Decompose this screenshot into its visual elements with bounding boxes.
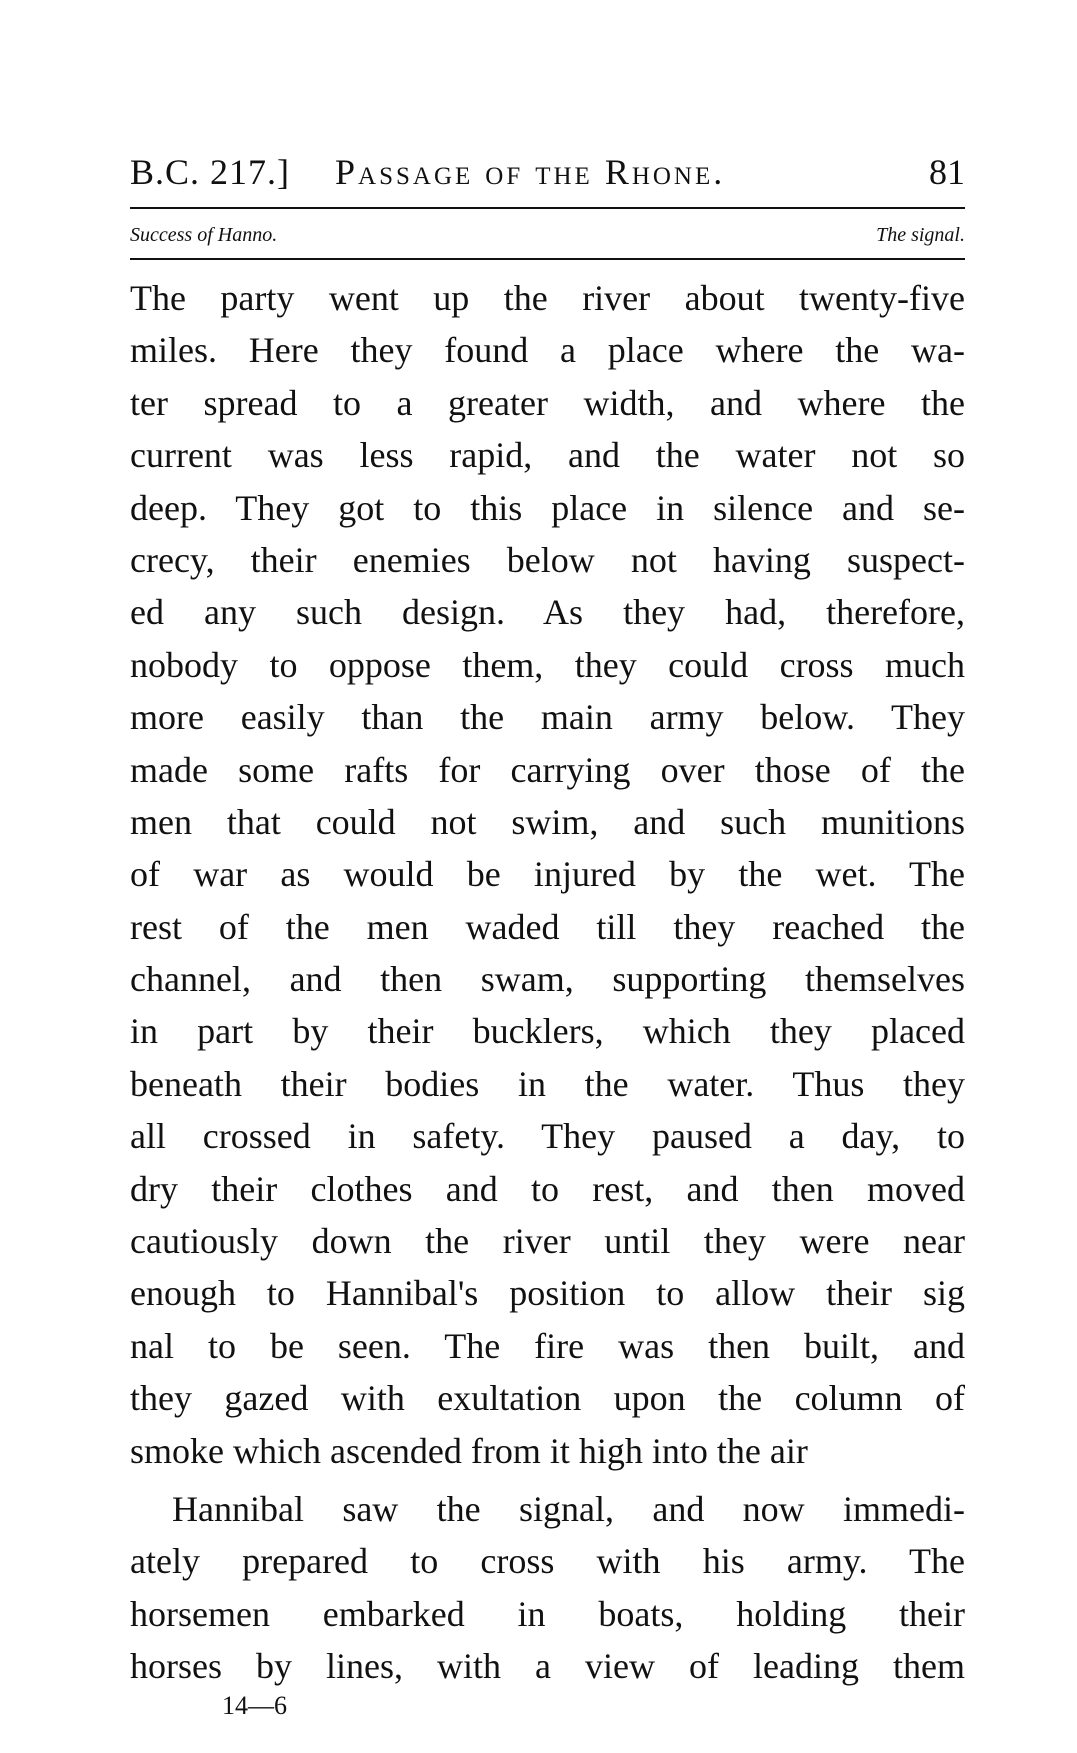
text-line: of war as would be injured by the wet. The xyxy=(130,854,965,895)
text-line: deep. They got to this place in silence and se- xyxy=(130,487,965,528)
text-line: ed any such design. As they had, therefore, xyxy=(130,592,965,633)
text-line: horses by lines, with a view of leading them xyxy=(130,1646,965,1687)
text-line: The party went up the river about twenty-five xyxy=(130,278,965,318)
paragraph-1 xyxy=(130,272,965,1477)
text-line: ter spread to a greater width, and where the xyxy=(130,382,965,423)
text-line: made some rafts for carrying over those of the xyxy=(130,749,965,790)
subhead-left: Success of Hanno. xyxy=(130,224,278,246)
text-line: current was less rapid, and the water not so xyxy=(130,435,965,476)
chapter-title: Passage of the Rhone. xyxy=(335,152,726,192)
era-reference: B.C. 217.] xyxy=(130,152,291,192)
text-line: crecy, their enemies below not having suspect- xyxy=(130,539,965,580)
page-number: 81 xyxy=(929,152,965,192)
text-line: nal to be seen. The fire was then built, and xyxy=(130,1325,965,1366)
text-line: dry their clothes and to rest, and then moved xyxy=(130,1168,965,1209)
text-line: ately prepared to cross with his army. The xyxy=(130,1541,965,1582)
subhead-right: The signal. xyxy=(876,224,965,246)
text-line: all crossed in safety. They paused a day, to xyxy=(130,1116,965,1157)
text-line: more easily than the main army below. They xyxy=(130,697,965,738)
text-line: men that could not swim, and such munitions xyxy=(130,801,965,842)
printer-signature-mark: 14—6 xyxy=(222,1691,287,1720)
text-line: in part by their bucklers, which they placed xyxy=(130,1011,965,1052)
text-line: smoke which ascended from it high into the air xyxy=(130,1430,808,1471)
text-line: cautiously down the river until they were near xyxy=(130,1221,965,1262)
header-rule-top xyxy=(130,207,965,209)
paragraph-2 xyxy=(130,1483,965,1693)
text-line: they gazed with exultation upon the column of xyxy=(130,1378,965,1419)
body-text xyxy=(130,272,965,1693)
marginal-subheads xyxy=(130,218,965,252)
text-line: beneath their bodies in the water. Thus they xyxy=(130,1063,965,1104)
header-rule-bottom xyxy=(130,258,965,260)
text-line: enough to Hannibal's position to allow their sig xyxy=(130,1273,965,1314)
text-line: rest of the men waded till they reached the xyxy=(130,906,965,947)
text-line: Hannibal saw the signal, and now immedi- xyxy=(172,1488,965,1529)
running-head xyxy=(130,146,965,198)
text-line: miles. Here they found a place where the wa- xyxy=(130,330,965,371)
text-line: channel, and then swam, supporting themselves xyxy=(130,959,965,1000)
text-line: nobody to oppose them, they could cross much xyxy=(130,644,965,685)
text-line: horsemen embarked in boats, holding their xyxy=(130,1593,965,1634)
